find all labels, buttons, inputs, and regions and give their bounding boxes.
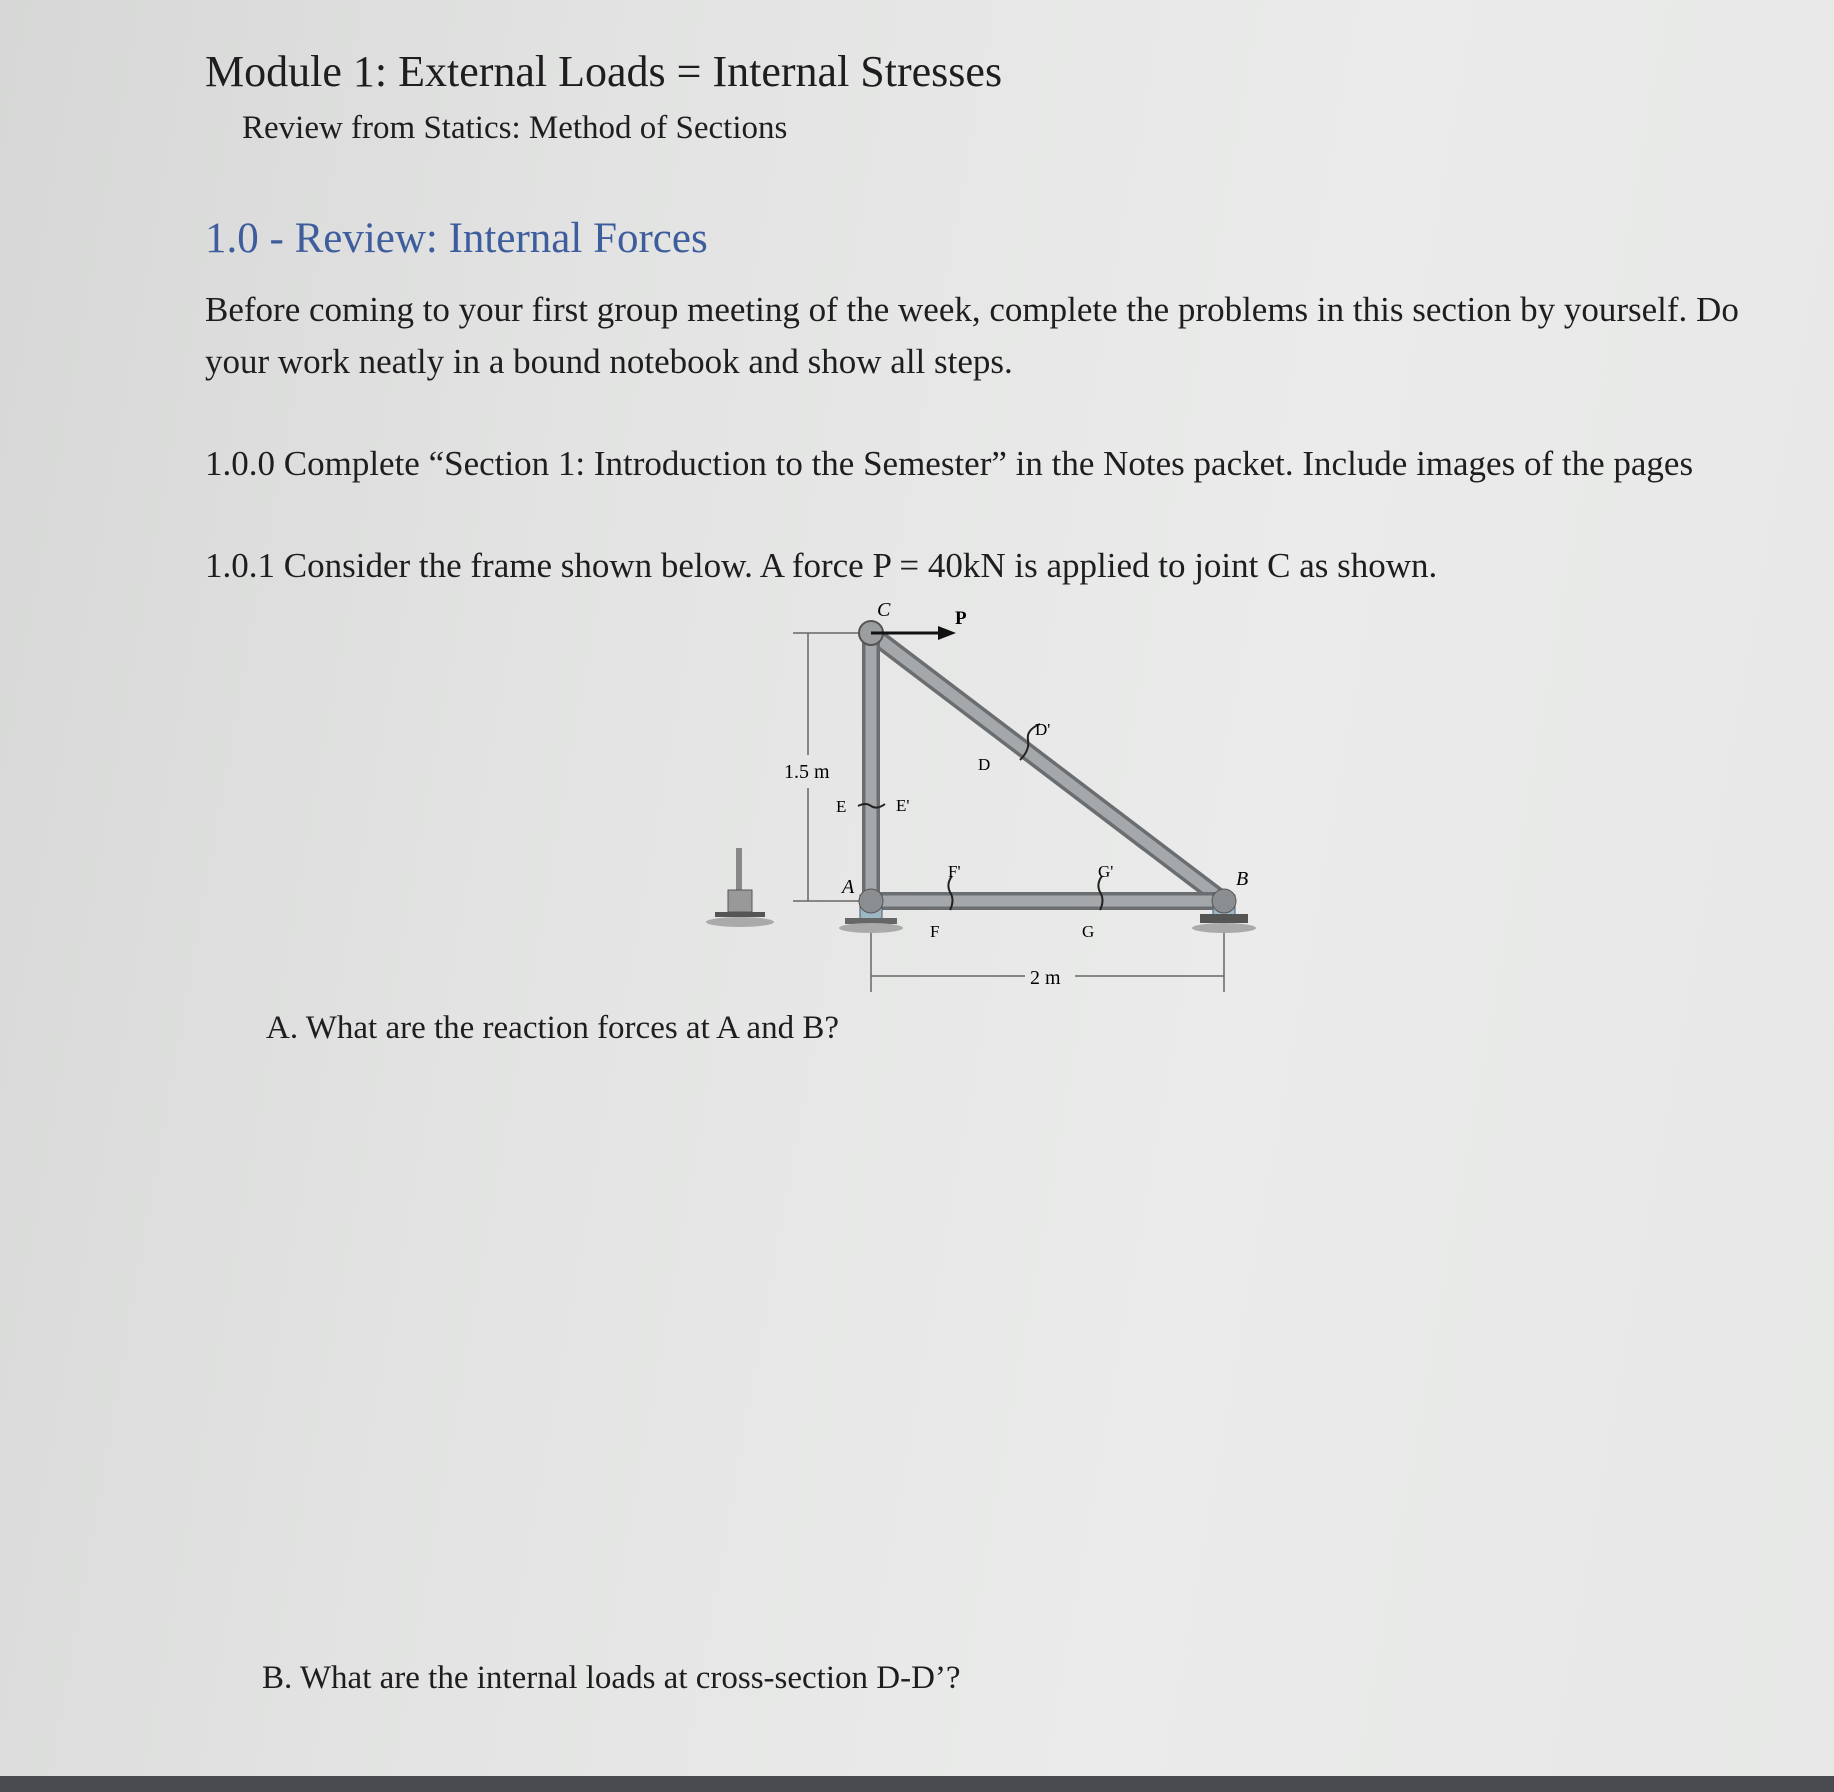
label-d: D — [978, 755, 991, 774]
label-c: C — [877, 599, 891, 621]
label-g-prime: G' — [1098, 862, 1114, 881]
pin-detail — [706, 848, 774, 927]
intro-text-line2: your work neatly in a bound notebook and show all steps. — [205, 342, 1013, 381]
module-subtitle: Review from Statics: Method of Sections — [242, 110, 788, 146]
label-e-prime: E' — [896, 796, 910, 815]
label-g: G — [1082, 922, 1095, 941]
question-b: B. What are the internal loads at cross-section D-D’? — [262, 1660, 961, 1696]
width-dimension-label: 2 m — [1030, 967, 1061, 989]
module-title: Module 1: External Loads = Internal Stresses — [205, 47, 1003, 96]
frame-members — [871, 633, 1224, 901]
question-a: A. What are the reaction forces at A and B? — [266, 1010, 839, 1046]
problem-1-0-1: 1.0.1 Consider the frame shown below. A force P = 40kN is applied to joint C as shown. — [205, 546, 1438, 585]
label-a: A — [842, 876, 855, 898]
section-heading: 1.0 - Review: Internal Forces — [205, 215, 708, 262]
label-e: E — [836, 797, 847, 816]
section-cuts — [858, 724, 1103, 910]
dimension-lines — [793, 633, 1224, 992]
label-f-prime: F' — [948, 862, 961, 881]
problem-1-0-0: 1.0.0 Complete “Section 1: Introduction to the Semester” in the Notes packet. Include images of the pages — [205, 444, 1694, 483]
intro-text-line1: Before coming to your first group meeting of the week, complete the problems in this section by yourself. Do — [205, 290, 1739, 329]
bottom-edge — [0, 1776, 1834, 1792]
height-dimension-label: 1.5 m — [784, 761, 830, 783]
label-b: B — [1236, 868, 1249, 890]
label-d-prime: D' — [1035, 720, 1051, 739]
label-p: P — [955, 608, 967, 629]
label-f: F — [930, 922, 940, 941]
